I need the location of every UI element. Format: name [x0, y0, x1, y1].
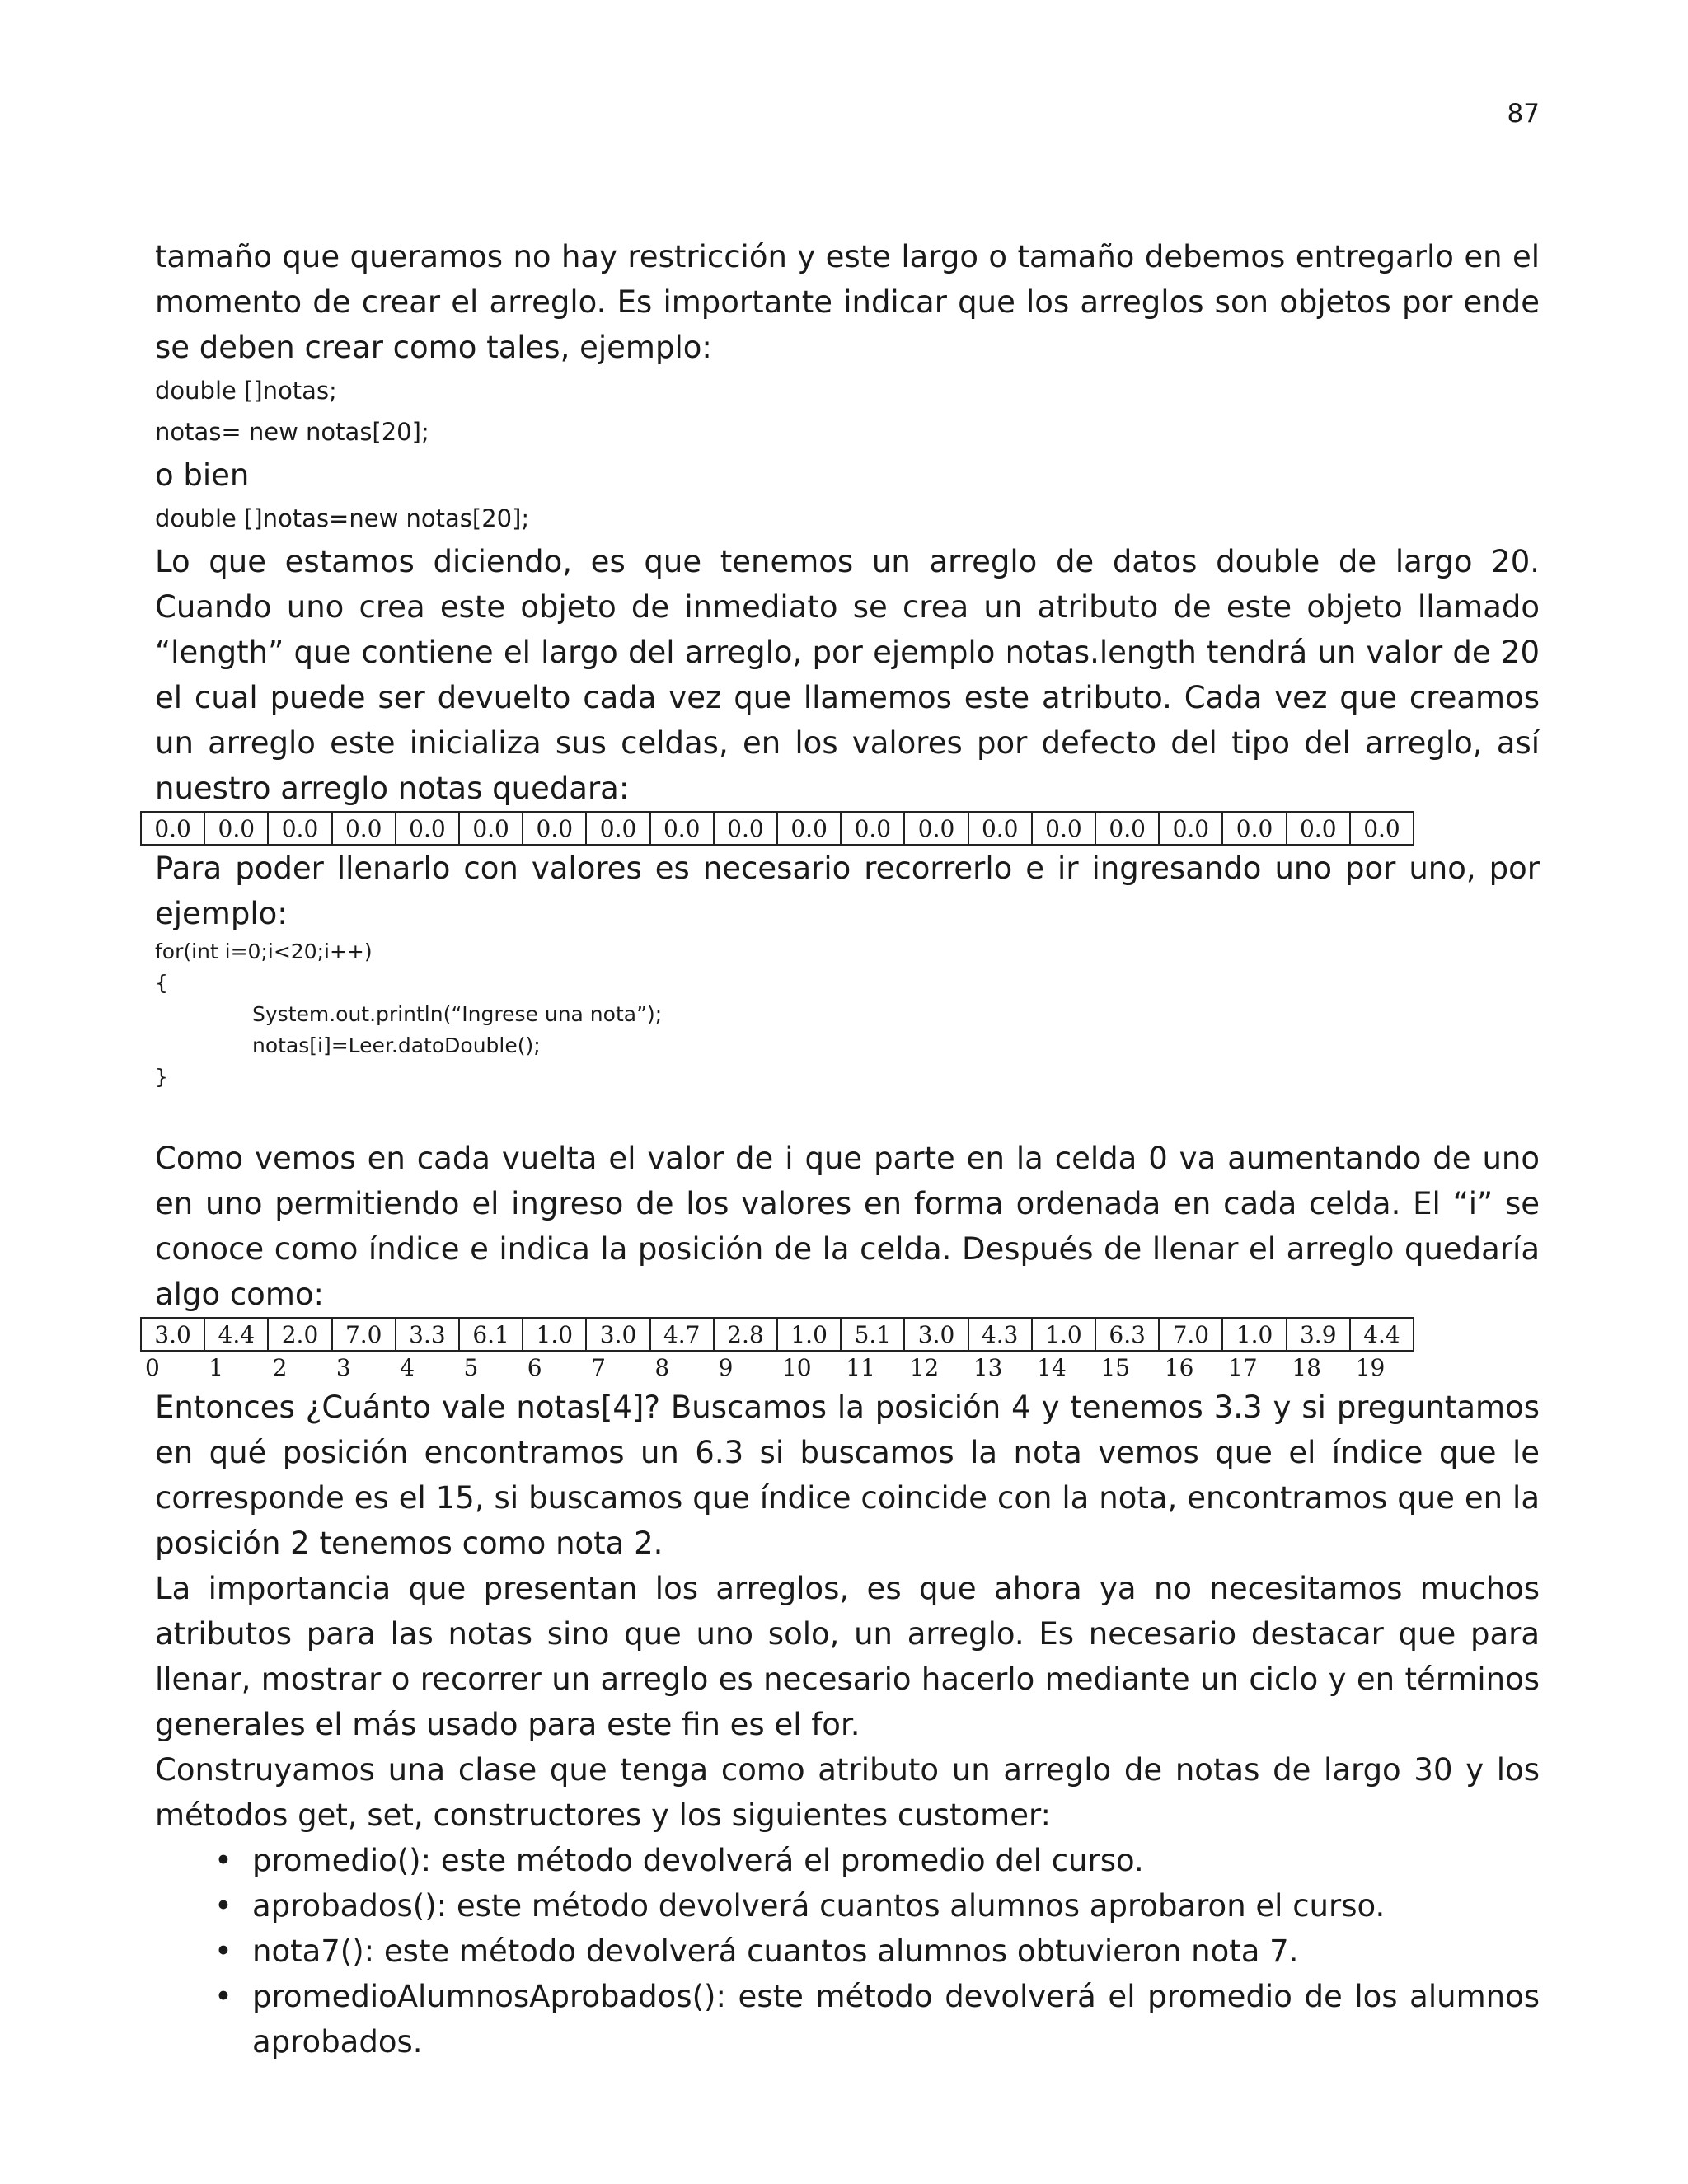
paragraph-importance: La importancia que presentan los arreglos, es que ahora ya no necesitamos muchos atributos para las notas sino que uno solo, un arreglo. Es necesario destacar que para llenar, mostrar o recorrer un arreglo es necesario hacerlo mediante un ciclo y en términos generales el más usado para este fin es el for. — [155, 1571, 1540, 1742]
array-cell: 0.0 — [460, 813, 523, 844]
array-index-label: 12 — [909, 1354, 940, 1381]
array-cell: 3.0 — [905, 1319, 968, 1350]
page-content — [145, 234, 1540, 2064]
array-cell: 6.3 — [1096, 1319, 1160, 1350]
array-index-label: 19 — [1355, 1354, 1386, 1381]
array-index-label: 3 — [335, 1354, 351, 1381]
array-index-label: 1 — [209, 1354, 224, 1381]
code-line-declaration: double []notas; — [155, 377, 337, 405]
paragraph-length-explanation: Lo que estamos diciendo, es que tenemos un arreglo de datos double de largo 20. Cuando uno crea este objeto de inmediato se crea un atributo de este objeto llamado “length” que contiene el largo del arreglo, por ejemplo notas.length tendrá un valor de 20 el cual puede ser devuelto cada vez que llamemos este atributo. Cada vez que creamos un arreglo este inicializa sus celdas, en los valores por defecto del tipo del arreglo, así nuestro arreglo notas quedara: — [155, 544, 1540, 806]
array-index-label: 15 — [1100, 1354, 1131, 1381]
array-cell: 0.0 — [142, 813, 205, 844]
array-cell: 4.7 — [651, 1319, 715, 1350]
array-cell: 0.0 — [715, 813, 778, 844]
bullet-marker: • — [214, 1979, 232, 2014]
spacer — [155, 1093, 1540, 1136]
code-line-instantiation: notas= new notas[20]; — [155, 418, 429, 446]
paragraph-exercise: Construyamos una clase que tenga como atributo un arreglo de notas de largo 30 y los métodos get, set, constructores y los siguientes customer: — [155, 1752, 1540, 1833]
array-index-label: 4 — [400, 1354, 415, 1381]
array-index-label: 7 — [591, 1354, 606, 1381]
paragraph-intro: tamaño que queramos no hay restricción y este largo o tamaño debemos entregarlo en el momento de crear el arreglo. Es importante indicar que los arreglos son objetos por ende se deben crear como tales, ejemplo: — [155, 239, 1540, 365]
array-cell: 3.0 — [587, 1319, 650, 1350]
array-cell: 0.0 — [1096, 813, 1160, 844]
bullet-item — [214, 1838, 1540, 1883]
bullet-marker: • — [214, 1888, 232, 1924]
method-bullet-list — [155, 1838, 1540, 2064]
array-cell: 1.0 — [523, 1319, 587, 1350]
bullet-marker: • — [214, 1933, 232, 1969]
array-cell: 0.0 — [969, 813, 1033, 844]
bullet-item — [214, 1974, 1540, 2064]
array-index-label: 14 — [1037, 1354, 1067, 1381]
array-filled-values — [140, 1317, 1414, 1352]
array-cell: 0.0 — [1223, 813, 1287, 844]
code-loop-close-brace: } — [155, 1065, 168, 1089]
array-index-label: 16 — [1164, 1354, 1194, 1381]
array-index-label: 13 — [973, 1354, 1003, 1381]
page-number: 87 — [1507, 99, 1540, 129]
paragraph-lookup-example: Entonces ¿Cuánto vale notas[4]? Buscamos la posición 4 y tenemos 3.3 y si preguntamos en qué posición encontramos un 6.3 si buscamos la nota vemos que el índice que le corresponde es el 15, si buscamos que índice coincide con la nota, encontramos que en la posición 2 tenemos como nota 2. — [155, 1390, 1540, 1561]
bullet-text: aprobados(): este método devolverá cuantos alumnos aprobaron el curso. — [252, 1888, 1386, 1924]
array-cell: 0.0 — [651, 813, 715, 844]
array-cell: 5.1 — [842, 1319, 905, 1350]
array-cell: 4.4 — [205, 1319, 269, 1350]
array-default-values — [140, 811, 1414, 846]
code-loop-open-brace: { — [155, 971, 168, 995]
array-index-label: 18 — [1292, 1354, 1321, 1381]
bullet-text: nota7(): este método devolverá cuantos alumnos obtuvieron nota 7. — [252, 1933, 1299, 1969]
array-cell: 0.0 — [587, 813, 650, 844]
array-cell: 0.0 — [333, 813, 396, 844]
array-index-label: 5 — [463, 1354, 479, 1381]
array-cell: 3.3 — [396, 1319, 460, 1350]
array-cell: 3.9 — [1287, 1319, 1351, 1350]
array-cell: 1.0 — [1223, 1319, 1287, 1350]
array-cell: 0.0 — [778, 813, 842, 844]
code-line-combined: double []notas=new notas[20]; — [155, 504, 530, 532]
paragraph-fill-intro: Para poder llenarlo con valores es necesario recorrerlo e ir ingresando uno por uno, por ejemplo: — [155, 851, 1540, 931]
code-loop-header: for(int i=0;i<20;i++) — [155, 940, 373, 963]
array-index-label: 11 — [846, 1354, 875, 1381]
array-cell: 0.0 — [842, 813, 905, 844]
array-index-label: 9 — [718, 1354, 734, 1381]
array-cell: 2.8 — [715, 1319, 778, 1350]
array-cell: 0.0 — [396, 813, 460, 844]
bullet-item — [214, 1883, 1540, 1929]
array-index-label: 17 — [1228, 1354, 1258, 1381]
text-o-bien: o bien — [155, 457, 250, 493]
array-cell: 1.0 — [778, 1319, 842, 1350]
array-index-label: 2 — [272, 1354, 288, 1381]
array-cell: 7.0 — [1160, 1319, 1223, 1350]
array-index-label: 8 — [654, 1354, 670, 1381]
array-cell: 4.4 — [1363, 1320, 1400, 1348]
array-cell: 3.0 — [142, 1319, 205, 1350]
bullet-marker: • — [214, 1843, 232, 1878]
code-loop-println: System.out.println(“Ingrese una nota”); — [252, 1002, 663, 1026]
array-cell: 1.0 — [1033, 1319, 1096, 1350]
array-cell: 0.0 — [1363, 814, 1400, 842]
array-cell: 4.3 — [969, 1319, 1033, 1350]
bullet-text: promedio(): este método devolverá el promedio del curso. — [252, 1843, 1144, 1878]
array-cell: 0.0 — [1160, 813, 1223, 844]
array-cell: 0.0 — [905, 813, 968, 844]
array-index-label: 0 — [145, 1354, 160, 1381]
array-cell: 0.0 — [1033, 813, 1096, 844]
array-index-label: 6 — [527, 1354, 542, 1381]
bullet-item — [214, 1929, 1540, 1974]
array-cell: 0.0 — [205, 813, 269, 844]
code-loop-read: notas[i]=Leer.datoDouble(); — [252, 1033, 541, 1057]
array-cell: 6.1 — [460, 1319, 523, 1350]
array-cell: 0.0 — [1287, 813, 1351, 844]
array-cell: 2.0 — [269, 1319, 332, 1350]
array-cell: 0.0 — [523, 813, 587, 844]
array-cell: 0.0 — [269, 813, 332, 844]
paragraph-index-explanation: Como vemos en cada vuelta el valor de i que parte en la celda 0 va aumentando de uno en uno permitiendo el ingreso de los valores en forma ordenada en cada celda. El “i” se conoce como índice e indica la posición de la celda. Después de llenar el arreglo quedaría algo como: — [155, 1141, 1540, 1312]
array-cell: 7.0 — [333, 1319, 396, 1350]
bullet-text: promedioAlumnosAprobados(): este método devolverá el promedio de los alumnos aprobados. — [252, 1979, 1540, 2060]
array-index-label: 10 — [781, 1354, 812, 1381]
array-indices — [140, 1352, 1414, 1385]
